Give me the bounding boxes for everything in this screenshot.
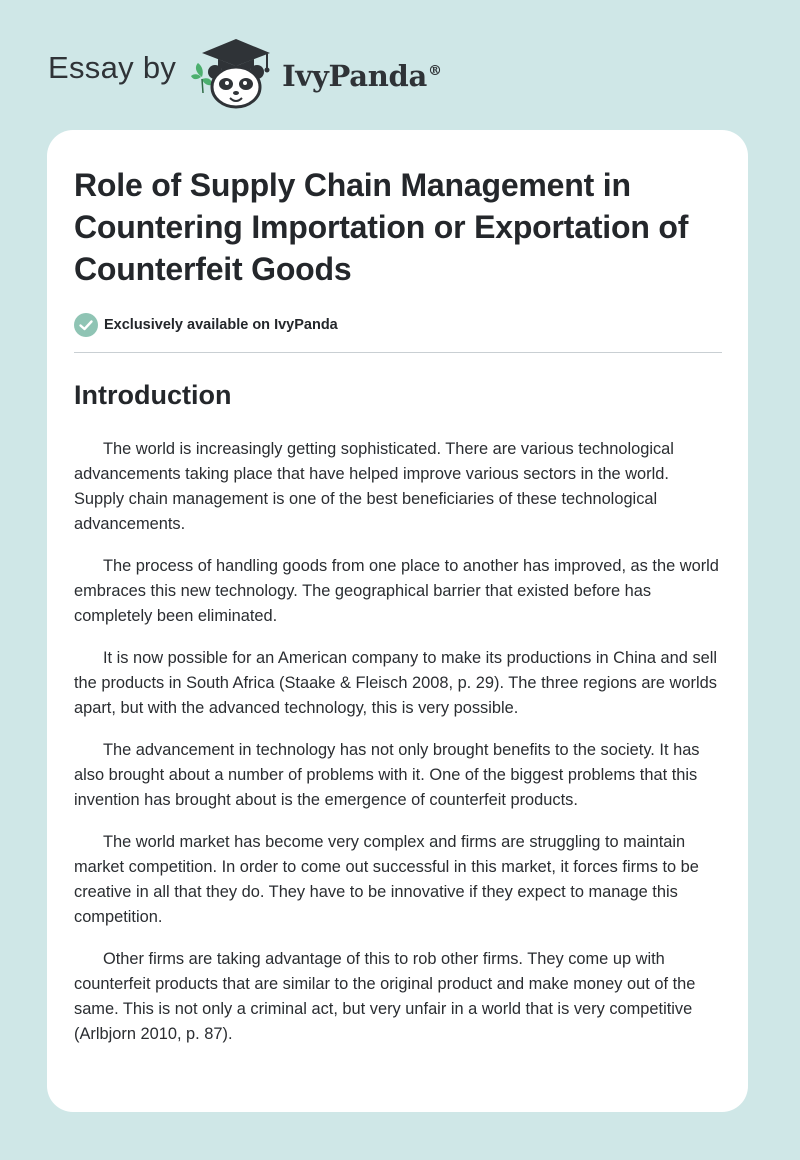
panda-graduate-icon[interactable] [188, 33, 280, 111]
page-title: Role of Supply Chain Management in Countering Importation or Exportation of Counterfeit Goods [74, 167, 689, 287]
paragraph: The world is increasingly getting sophisticated. There are various technological advancements taking place that have helped improve various sectors in the world. Supply chain management is one of the best beneficiaries of these technological advancements. [74, 440, 674, 533]
exclusive-badge [74, 312, 722, 338]
section-heading: Introduction [74, 380, 232, 410]
paragraph: The process of handling goods from one place to another has improved, as the world embraces this new technology. The geographical barrier that existed before has completely been eliminated. [74, 557, 719, 625]
exclusive-label: Exclusively available on IvyPanda [104, 317, 338, 333]
paragraph: The world market has become very complex and firms are struggling to maintain market competition. In order to come out successful in this market, it forces firms to be creative in all that they do. They have to be innovative if they expect to manage this competition. [74, 833, 699, 926]
paragraph: It is now possible for an American company to make its productions in China and sell the products in South Africa (Staake & Fleisch 2008, p. 29). The three regions are worlds apart, but with the advanced technology, this is very possible. [74, 649, 718, 717]
essay-card [47, 130, 748, 1112]
divider [74, 352, 722, 353]
essay-by-label: Essay by [48, 50, 177, 85]
site-header [48, 32, 442, 112]
paragraph: The advancement in technology has not only brought benefits to the society. It has also brought about a number of problems with it. One of the biggest problems that this invention has brought about is the emergence of counterfeit products. [74, 741, 700, 809]
registered-mark: ® [428, 63, 442, 80]
paragraph: Other firms are taking advantage of this to rob other firms. They come up with counterfeit products that are similar to the original product and make money out of the same. This is not only a criminal act, but very unfair in a world that is very competitive (Arlbjorn 2010, p. 87). [74, 950, 696, 1043]
brand-name[interactable]: IvyPanda® [282, 59, 442, 93]
check-circle-icon [74, 313, 98, 337]
